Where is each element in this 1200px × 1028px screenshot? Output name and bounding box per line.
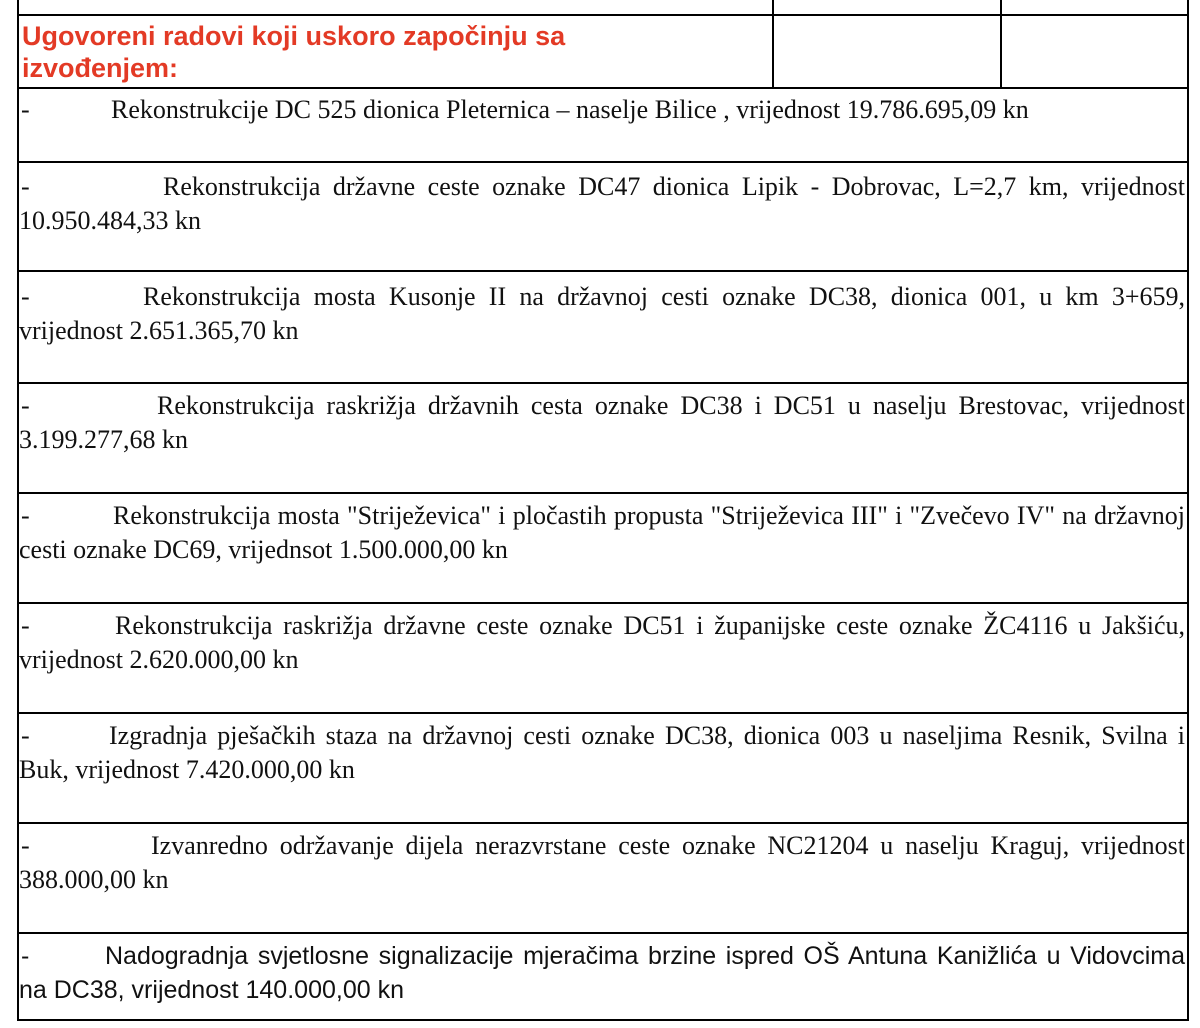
table-rule xyxy=(17,14,1189,16)
list-item xyxy=(19,170,1185,238)
section-title-line: izvođenjem: xyxy=(22,53,179,83)
item-text: Rekonstrukcija mosta Kusonje II na državnoj cesti oznake DC38, dionica 001, u km 3+659, vrijednost 2.651.365,70 kn xyxy=(19,282,1185,345)
item-marker: - xyxy=(21,391,30,420)
table-rule xyxy=(17,822,1189,824)
table-rule xyxy=(17,492,1189,494)
item-marker: - xyxy=(21,942,30,970)
table-rule xyxy=(17,87,1189,89)
table-rule xyxy=(17,161,1189,163)
list-item xyxy=(19,499,1185,567)
table-rule xyxy=(17,1019,1189,1021)
list-item xyxy=(19,939,1185,1007)
item-text: Nadogradnja svjetlosne signalizacije mjeračima brzine ispred OŠ Antuna Kanižlića u Vidovcima na DC38, vrijednost 140.000,00 kn xyxy=(19,942,1185,1004)
item-marker: - xyxy=(21,172,30,201)
list-item xyxy=(19,829,1185,897)
table-rule xyxy=(772,0,774,89)
table-rule xyxy=(17,932,1189,934)
item-text: Izgradnja pješačkih staza na državnoj cesti oznake DC38, dionica 003 u naseljima Resnik, Svilna i Buk, vrijednost 7.420.000,00 kn xyxy=(19,721,1185,784)
section-title-line: Ugovoreni radovi koji uskoro započinju sa xyxy=(22,21,566,51)
item-text: Rekonstrukcije DC 525 dionica Pleternica – naselje Bilice , vrijednost 19.786.695,09 kn xyxy=(111,95,1029,124)
list-item xyxy=(19,609,1185,677)
item-text: Rekonstrukcija mosta "Striježevica" i pločastih propusta "Striježevica III" i "Zvečevo IV" na državnoj cesti oznake DC69, vrijednsot 1.500.000,00 kn xyxy=(19,501,1185,564)
item-marker: - xyxy=(21,611,30,640)
table-rule xyxy=(17,270,1189,272)
item-marker: - xyxy=(21,501,30,530)
table-rule xyxy=(17,602,1189,604)
item-text: Rekonstrukcija raskrižja državnih cesta oznake DC38 i DC51 u naselju Brestovac, vrijednost 3.199.277,68 kn xyxy=(19,391,1185,454)
item-text: Rekonstrukcija državne ceste oznake DC47 dionica Lipik - Dobrovac, L=2,7 km, vrijednost 10.950.484,33 kn xyxy=(19,172,1185,235)
list-item xyxy=(19,719,1185,787)
item-text: Rekonstrukcija raskrižja državne ceste oznake DC51 i županijske ceste oznake ŽC4116 u Jakšiću, vrijednost 2.620.000,00 kn xyxy=(19,611,1185,674)
table-rule xyxy=(1187,0,1189,1021)
list-item xyxy=(19,280,1185,348)
list-item xyxy=(19,93,1185,127)
item-marker: - xyxy=(21,831,30,860)
table-rule xyxy=(17,382,1189,384)
item-marker: - xyxy=(21,282,30,311)
item-text: Izvanredno održavanje dijela nerazvrstane ceste oznake NC21204 u naselju Kraguj, vrijednost 388.000,00 kn xyxy=(19,831,1185,894)
item-marker: - xyxy=(21,95,30,124)
item-marker: - xyxy=(21,721,30,750)
list-item xyxy=(19,389,1185,457)
section-title xyxy=(22,20,762,84)
table-rule xyxy=(17,712,1189,714)
table-rule xyxy=(1000,0,1002,89)
